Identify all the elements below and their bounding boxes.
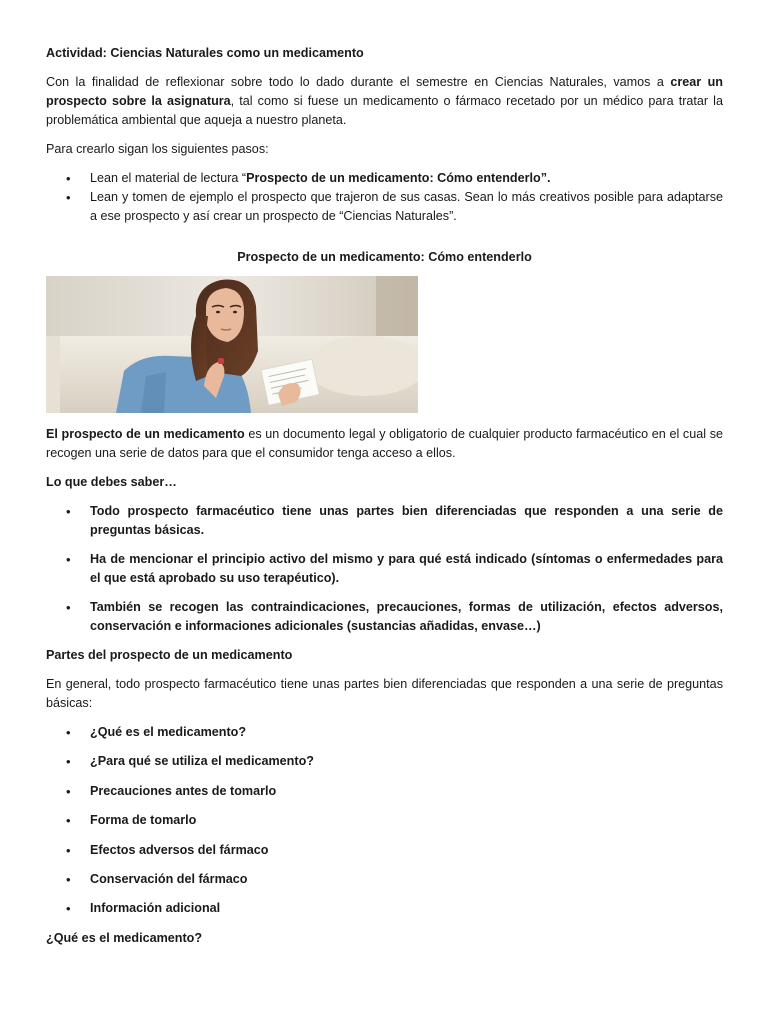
parts-item-text: Conservación del fármaco [90,871,248,886]
parts-item-text: Forma de tomarlo [90,813,197,828]
list-item [46,598,723,636]
steps-intro: Para crearlo sigan los siguientes pasos: [46,142,269,156]
parts-title: Partes del prospecto de un medicamento [46,648,293,662]
parts-item-text: Información adicional [90,901,221,916]
list-item [46,188,723,226]
bullet-icon: • [66,725,71,740]
parts-item-text: Efectos adversos del fármaco [90,842,269,857]
section-title: Prospecto de un medicamento: Cómo entenderlo [237,250,532,264]
intro-paragraph [46,73,723,130]
list-item [46,811,723,830]
list-item [46,782,723,801]
step-text: Lean y tomen de ejemplo el prospecto que trajeron de sus casas. Sean lo más creativos posible para adaptarse a ese prospecto y así crear un prospecto de “Ciencias Naturales”. [90,190,723,223]
bullet-icon: • [66,901,71,917]
bullet-icon: • [66,842,71,858]
intro-text-1: Con la finalidad de reflexionar sobre todo lo dado durante el semestre en Ciencias Naturales, vamos a [46,75,671,89]
definition-paragraph [46,425,723,463]
know-item-text: También se recogen las contraindicaciones, precauciones, formas de utilización, efectos adversos, conservación e informaciones adicionales (sustancias añadidas, envase…) [90,600,723,633]
list-item [46,723,723,742]
bullet-icon: • [66,754,71,770]
list-item [46,899,723,918]
parts-list [46,723,723,918]
bullet-icon: • [66,871,71,887]
document-page [46,44,723,958]
steps-list [46,169,723,226]
step-bold-text: Prospecto de un medicamento: Cómo entenderlo”. [246,171,551,185]
list-item [46,841,723,860]
activity-title: Actividad: Ciencias Naturales como un medicamento [46,46,364,60]
list-item [46,169,723,188]
list-item [46,752,723,771]
parts-intro: En general, todo prospecto farmacéutico tiene unas partes bien diferenciadas que responden a una serie de preguntas básicas: [46,677,723,710]
list-item [46,870,723,889]
step-text: Lean el material de lectura “ [90,171,247,185]
final-heading: ¿Qué es el medicamento? [46,930,203,945]
know-list [46,502,723,636]
parts-item-text: ¿Qué es el medicamento? [90,725,247,739]
woman-reading-leaflet-photo [46,276,418,413]
definition-text: es un documento legal y obligatorio de cualquier producto farmacéutico en el cual se recogen una serie de datos para que el consumidor tenga acceso a ellos. [46,427,723,460]
know-item-text: Ha de mencionar el principio activo del mismo y para qué está indicado (síntomas o enfermedades para el que está aprobado su uso terapéutico). [90,552,723,585]
bullet-icon: • [66,783,71,799]
intro-text-2: , tal como si fuese un medicamento o fármaco recetado por un médico para tratar la problemática ambiental que aqueja a nuestro planeta. [46,94,723,127]
list-item [46,502,723,540]
parts-item-text: Precauciones antes de tomarlo [90,783,277,798]
parts-item-text: ¿Para qué se utiliza el medicamento? [90,754,314,769]
intro-bold-text: crear un prospecto sobre la asignatura [46,75,724,108]
bullet-icon: • [66,190,71,205]
bullet-icon: • [66,552,71,567]
bullet-icon: • [66,171,71,186]
bullet-icon: • [66,504,71,519]
bullet-icon: • [66,600,71,615]
list-item [46,550,723,588]
bullet-icon: • [66,813,71,829]
definition-bold-text: El prospecto de un medicamento [46,427,245,441]
know-item-text: Todo prospecto farmacéutico tiene unas partes bien diferenciadas que responden a una serie de preguntas básicas. [90,504,723,537]
know-title: Lo que debes saber… [46,475,177,489]
